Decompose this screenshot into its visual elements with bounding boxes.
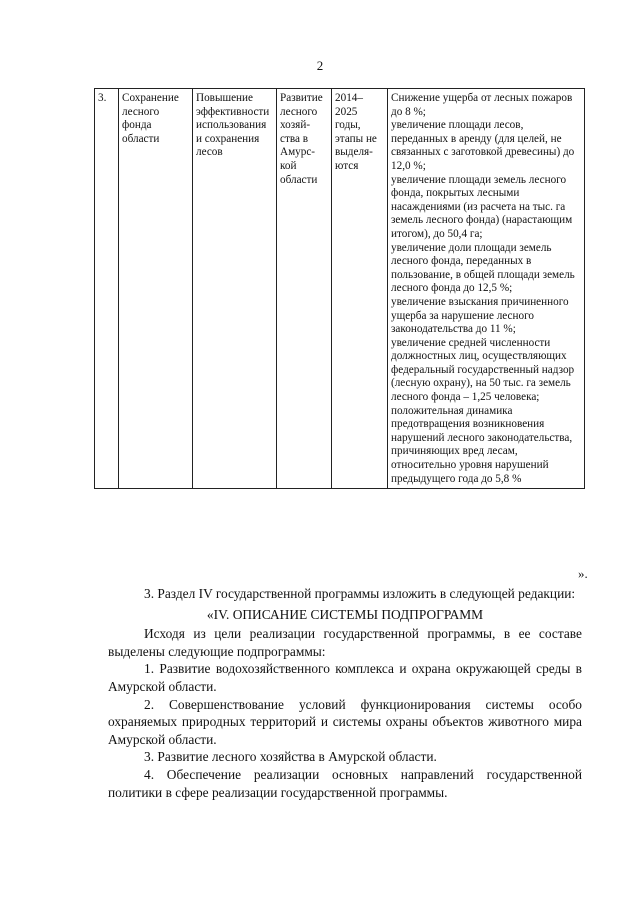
subprogram-item: 3. Развитие лесного хозяйства в Амурской области. xyxy=(144,749,437,765)
goal-cell: Повышение эффективности использования и сохранения лесов xyxy=(193,89,277,489)
table-row xyxy=(95,89,585,489)
list-item: увеличение площади лесов, переданных в аренду (для целей, не связанных с заготовкой древесины) до 12,0 %; xyxy=(391,119,575,172)
program-table xyxy=(94,88,585,489)
term-cell: 2014–2025 годы, этапы не выделя-ются xyxy=(332,89,388,489)
table-closing-mark: ». xyxy=(578,566,588,581)
list-item: увеличение доли площади земель лесного фонда, переданных в пользование, в общей площади земель лесного фонда до 12,5 %; xyxy=(391,241,575,295)
section-heading: «IV. ОПИСАНИЕ СИСТЕМЫ ПОДПРОГРАММ xyxy=(206,606,484,622)
results-cell xyxy=(388,89,585,489)
program-name-cell: Сохранение лесного фонда области xyxy=(119,89,193,489)
list-item: положительная динамика предотвращения возникновения нарушений лесного законодательства, причиняющих вред лесам, относительно уровня нарушений предыдущего года до 5,8 % xyxy=(391,404,573,485)
intro-paragraph: 3. Раздел IV государственной программы изложить в следующей редакции: xyxy=(144,586,576,601)
subprogram-item: 1. Развитие водохозяйственного комплекса и охрана окружающей среды в Амурской области. xyxy=(108,661,582,694)
list-item: увеличение площади земель лесного фонда, покрытых лесными насаждениями (из расчета на тыс. га земель лесного фонда) (нарастающим итогом), до 50,4 га; xyxy=(391,173,573,240)
subprogram-cell: Развитие лесного хозяй-ства в Амурс-кой области xyxy=(277,89,332,489)
list-item: Снижение ущерба от лесных пожаров до 8 %; xyxy=(391,92,573,118)
row-number-cell: 3. xyxy=(95,89,119,489)
results-list xyxy=(391,92,582,486)
body-text xyxy=(108,585,582,801)
subprogram-item: 4. Обеспечение реализации основных направлений государственной политики в сфере реализации государственной программы. xyxy=(108,766,582,800)
list-item: увеличение взыскания причиненного ущерба за нарушение лесного законодательства до 11 %; xyxy=(391,295,569,336)
list-item: увеличение средней численности должностных лиц, осуществляющих федеральный государственный надзор (лесную охрану), на 50 тыс. га земель лесного фонда – 1,25 человека; xyxy=(391,336,575,404)
lead-paragraph: Исходя из цели реализации государственной программы, в ее составе выделены следующие подпрограммы: xyxy=(108,626,582,659)
subprogram-item: 2. Совершенствование условий функционирования системы особо охраняемых природных территорий и системы охраны объектов животного мира Амурской области. xyxy=(108,696,582,747)
page-number: 2 xyxy=(316,58,324,73)
